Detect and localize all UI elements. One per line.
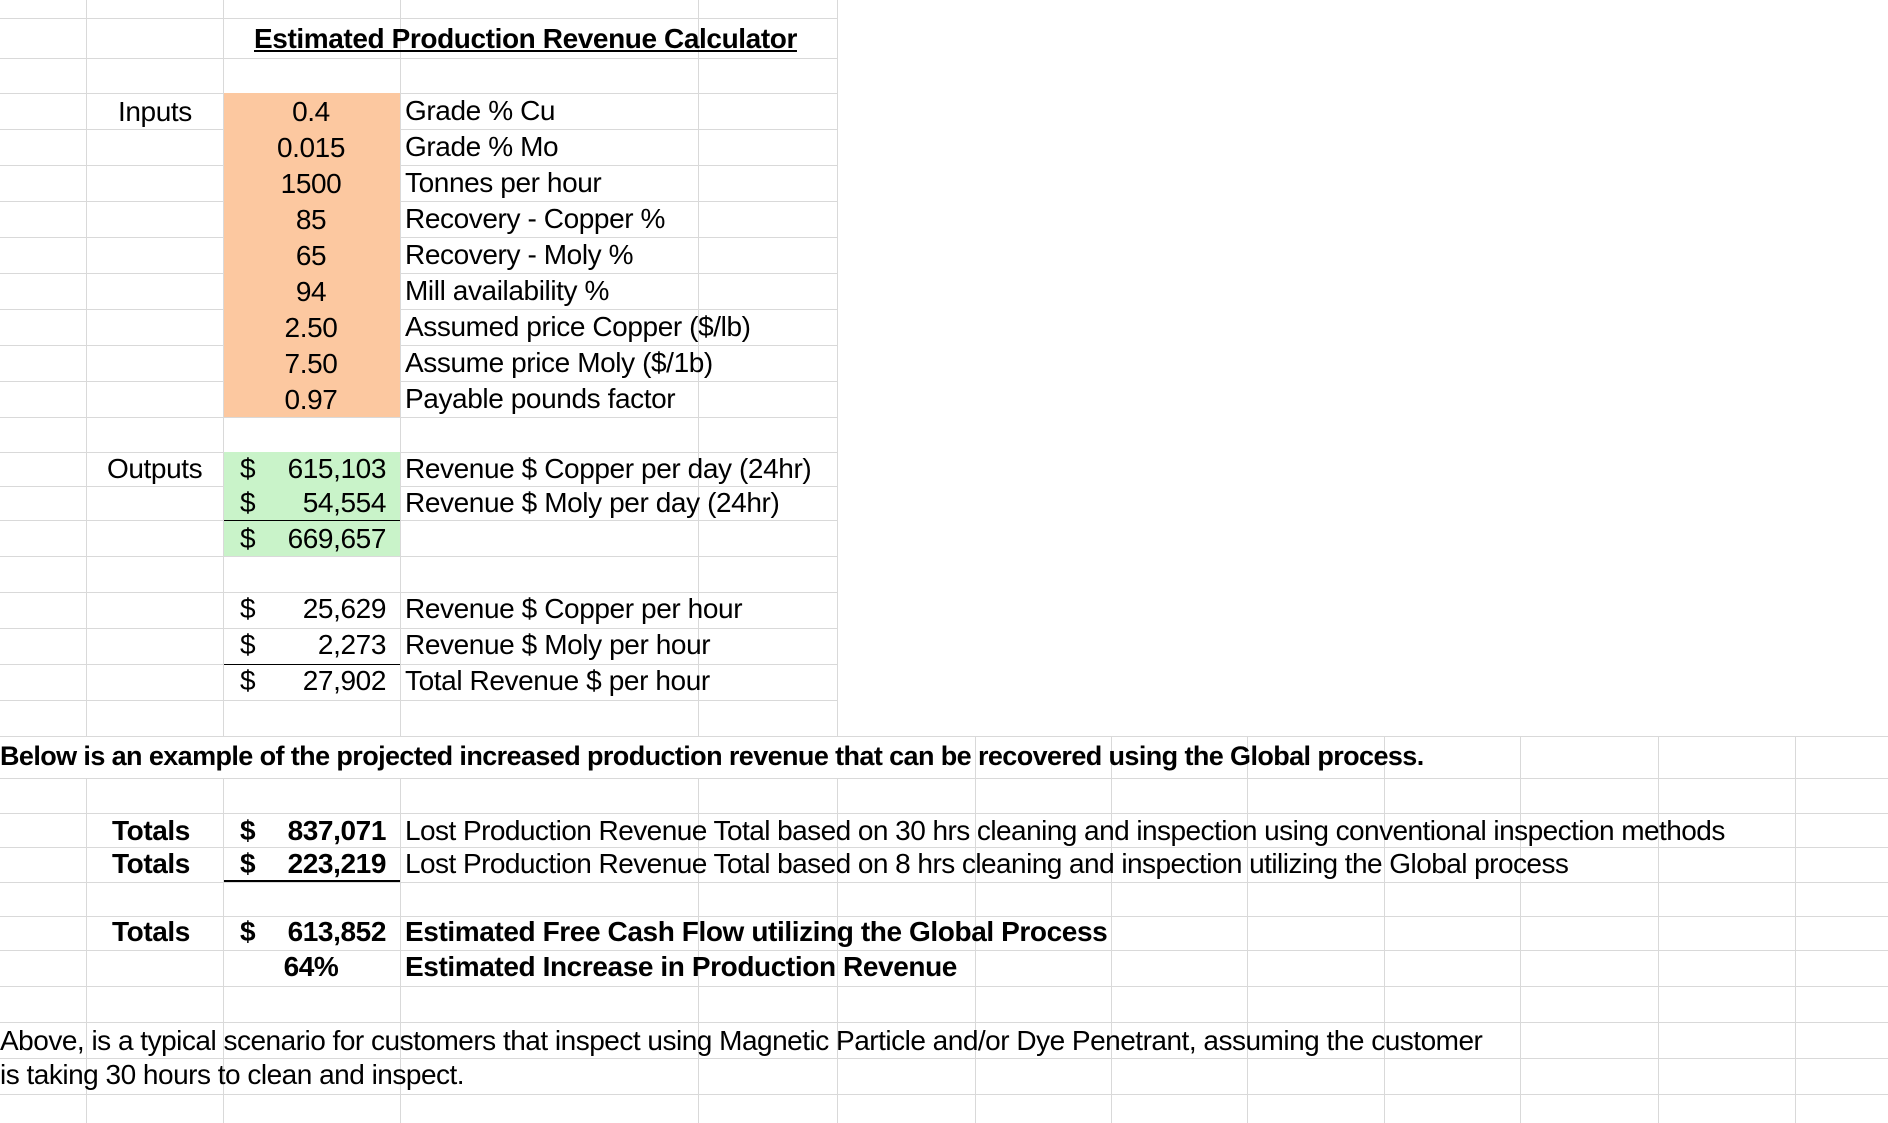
input-tonnes-label: Tonnes per hour [405,167,602,198]
input-mill-availability-value[interactable]: 94 [295,276,327,307]
totals-conventional-currency: $ [240,815,256,846]
hourly-moly-currency: $ [240,629,256,660]
footer-note-line-2: is taking 30 hours to clean and inspect. [0,1059,465,1090]
totals-conventional-value: 837,071 [287,815,386,846]
output-total-currency: $ [240,523,256,554]
increase-percent: 64% [283,951,339,982]
increase-desc: Estimated Increase in Production Revenue [405,951,957,982]
input-grade-cu-label: Grade % Cu [405,95,556,126]
output-moly-currency: $ [240,487,256,518]
footer-note-line-1: Above, is a typical scenario for customers that inspect using Magnetic Particle and/or Dye Penetrant, assuming the customer [0,1025,1483,1056]
input-payable-factor-value[interactable]: 0.97 [284,384,338,415]
totals-global-desc: Lost Production Revenue Total based on 8 hrs cleaning and inspection utilizing the Global process [405,848,1569,879]
input-price-moly-label: Assume price Moly ($/1b) [405,347,713,378]
totals-global-currency: $ [240,848,256,879]
input-tonnes-value[interactable]: 1500 [280,168,342,199]
hourly-total-currency: $ [240,665,256,696]
totals-sum-rule [224,880,400,882]
input-price-copper-label: Assumed price Copper ($/lb) [405,311,751,342]
input-recovery-copper-value[interactable]: 85 [295,204,327,235]
outputs-label: Outputs [107,453,203,484]
example-heading: Below is an example of the projected increased production revenue that can be recovered using the Global process. [0,741,1424,771]
hourly-copper-currency: $ [240,593,256,624]
input-mill-availability-label: Mill availability % [405,275,610,306]
hourly-moly-value: 2,273 [317,629,386,660]
totals-global-value: 223,219 [287,848,386,879]
totals-global-label: Totals [112,848,190,879]
input-grade-cu-value[interactable]: 0.4 [292,96,330,127]
input-recovery-copper-label: Recovery - Copper % [405,203,666,234]
output-copper-day-value: 615,103 [287,453,386,484]
output-moly-day-value: 54,554 [302,487,386,518]
free-cash-desc: Estimated Free Cash Flow utilizing the Global Process [405,916,1108,947]
input-payable-factor-label: Payable pounds factor [405,383,676,414]
input-grade-mo-value[interactable]: 0.015 [276,132,346,163]
totals-conventional-desc: Lost Production Revenue Total based on 30 hrs cleaning and inspection using conventional inspection methods [405,815,1725,846]
page-title: Estimated Production Revenue Calculator [254,23,797,54]
free-cash-currency: $ [240,916,256,947]
totals-conventional-label: Totals [112,815,190,846]
input-recovery-moly-value[interactable]: 65 [295,240,327,271]
outputs-sum-rule [224,520,400,521]
hourly-total-label: Total Revenue $ per hour [405,665,710,696]
free-cash-label: Totals [112,916,190,947]
output-copper-day-label: Revenue $ Copper per day (24hr) [405,453,812,484]
input-price-moly-value[interactable]: 7.50 [284,348,338,379]
hourly-copper-label: Revenue $ Copper per hour [405,593,743,624]
output-total-day-value: 669,657 [287,523,386,554]
inputs-label: Inputs [118,96,192,127]
input-price-copper-value[interactable]: 2.50 [284,312,338,343]
free-cash-value: 613,852 [287,916,386,947]
input-recovery-moly-label: Recovery - Moly % [405,239,634,270]
input-grade-mo-label: Grade % Mo [405,131,559,162]
hourly-copper-value: 25,629 [302,593,386,624]
hourly-total-value: 27,902 [302,665,386,696]
hourly-moly-label: Revenue $ Moly per hour [405,629,711,660]
output-copper-currency: $ [240,453,256,484]
output-moly-day-label: Revenue $ Moly per day (24hr) [405,487,780,518]
